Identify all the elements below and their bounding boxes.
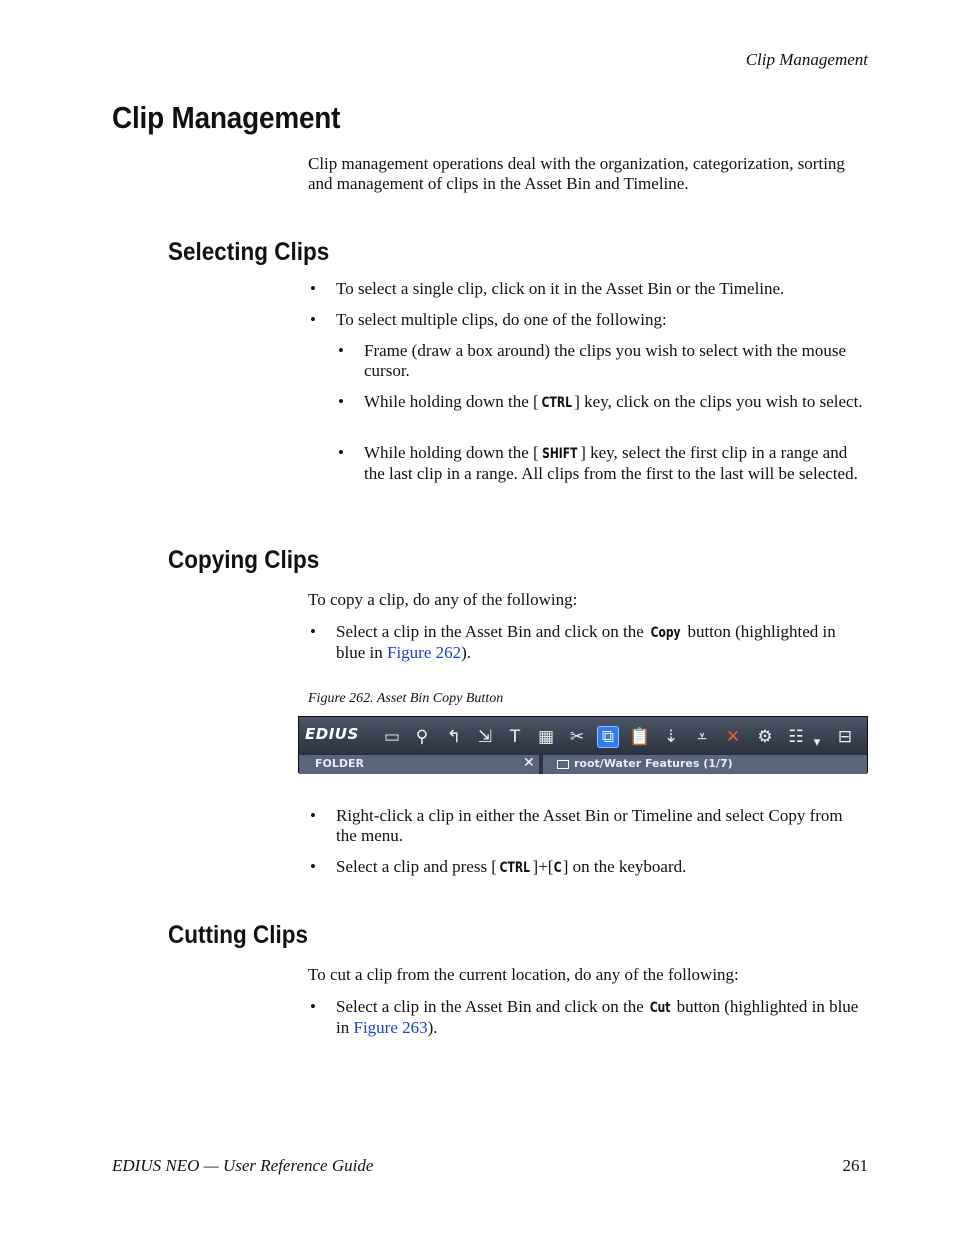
delete-icon[interactable]: ✕	[725, 727, 741, 747]
section-heading-copying: Copying Clips	[168, 546, 320, 574]
key-shift: SHIFT	[541, 446, 578, 462]
up-folder-icon[interactable]: ↰	[446, 727, 462, 747]
insert-icon[interactable]: ⩡	[697, 727, 707, 747]
sub-list-item: While holding down the [ SHIFT ] key, select the first clip in a range and the last clip in a range. All clips from the first to the last will be selected.	[364, 443, 858, 483]
page-title: Clip Management	[112, 100, 341, 135]
folder-path-icon	[557, 760, 569, 769]
toolbox-icon[interactable]: ⊟	[837, 727, 853, 747]
import-icon[interactable]: ⇲	[477, 727, 493, 747]
cutting-intro: To cut a clip from the current location, do any of the following:	[308, 965, 739, 984]
search-icon[interactable]: ⚲	[415, 727, 429, 747]
figure-262-link[interactable]: Figure 262	[387, 643, 462, 662]
bullet-dot: •	[310, 857, 316, 876]
section-heading-cutting: Cutting Clips	[168, 921, 308, 949]
sub-bullet-dot: •	[338, 443, 344, 462]
copying-intro: To copy a clip, do any of the following:	[308, 590, 578, 609]
sub-list-item: While holding down the [ CTRL ] key, click on the clips you wish to select.	[364, 392, 863, 411]
view-icon[interactable]: ☷	[788, 727, 804, 747]
figure-263-link[interactable]: Figure 263	[353, 1018, 428, 1037]
list-item: Right-click a clip in either the Asset Bin or Timeline and select Copy from the menu.	[336, 806, 843, 845]
intro-paragraph: Clip management operations deal with the organization, categorization, sorting and management of clips in the Asset Bin and Timeline.	[308, 154, 845, 193]
sub-list-item: Frame (draw a box around) the clips you wish to select with the mouse cursor.	[364, 341, 847, 380]
list-item: Select a clip and press [ CTRL ]+[C] on the keyboard.	[336, 857, 687, 876]
copy-icon[interactable]: ⧉	[597, 726, 619, 748]
key-ctrl: CTRL	[541, 395, 572, 411]
figure-caption: Figure 262. Asset Bin Copy Button	[308, 691, 504, 706]
dropdown-icon[interactable]: ▾	[813, 734, 821, 750]
bullet-dot: •	[310, 806, 316, 825]
edius-logo: EDIUS	[305, 725, 359, 743]
color-bars-icon[interactable]: ▦	[537, 727, 555, 747]
properties-icon[interactable]: ⚙	[757, 727, 773, 747]
divider	[539, 755, 543, 774]
add-to-timeline-icon[interactable]: ⇣	[663, 727, 679, 747]
footer-guide-title: EDIUS NEO — User Reference Guide	[112, 1156, 374, 1175]
sub-bullet-dot: •	[338, 341, 344, 360]
close-icon[interactable]: ✕	[523, 755, 535, 771]
cut-button-label: Cut	[649, 1000, 671, 1016]
copy-button-label: Copy	[650, 625, 681, 641]
asset-bin-toolbar-figure	[298, 716, 868, 773]
list-item: Select a clip in the Asset Bin and click on the Copy button (highlighted in blue in Figure 262).	[336, 622, 836, 662]
paste-icon[interactable]: 📋	[629, 727, 651, 747]
toolbar-bottom	[299, 755, 867, 774]
bullet-dot: •	[310, 310, 316, 329]
toolbar-top	[299, 717, 867, 755]
list-item: To select a single clip, click on it in the Asset Bin or the Timeline.	[336, 279, 785, 298]
bullet-dot: •	[310, 622, 316, 641]
key-ctrl: CTRL	[499, 860, 530, 876]
page-number: 261	[842, 1156, 868, 1175]
folder-tab-label: FOLDER	[315, 757, 364, 770]
folder-icon[interactable]: ▭	[383, 727, 401, 747]
folder-path: root/Water Features (1/7)	[574, 757, 733, 770]
cut-icon[interactable]: ✂	[569, 727, 585, 747]
section-heading-selecting: Selecting Clips	[168, 238, 330, 266]
list-item: Select a clip in the Asset Bin and click on the Cut button (highlighted in blue in Figure 263).	[336, 997, 859, 1037]
sub-bullet-dot: •	[338, 392, 344, 411]
title-icon[interactable]: T	[509, 727, 521, 747]
running-header: Clip Management	[745, 50, 868, 69]
bullet-dot: •	[310, 997, 316, 1016]
bullet-dot: •	[310, 279, 316, 298]
key-c: C	[554, 860, 563, 876]
list-item: To select multiple clips, do one of the following:	[336, 310, 667, 329]
